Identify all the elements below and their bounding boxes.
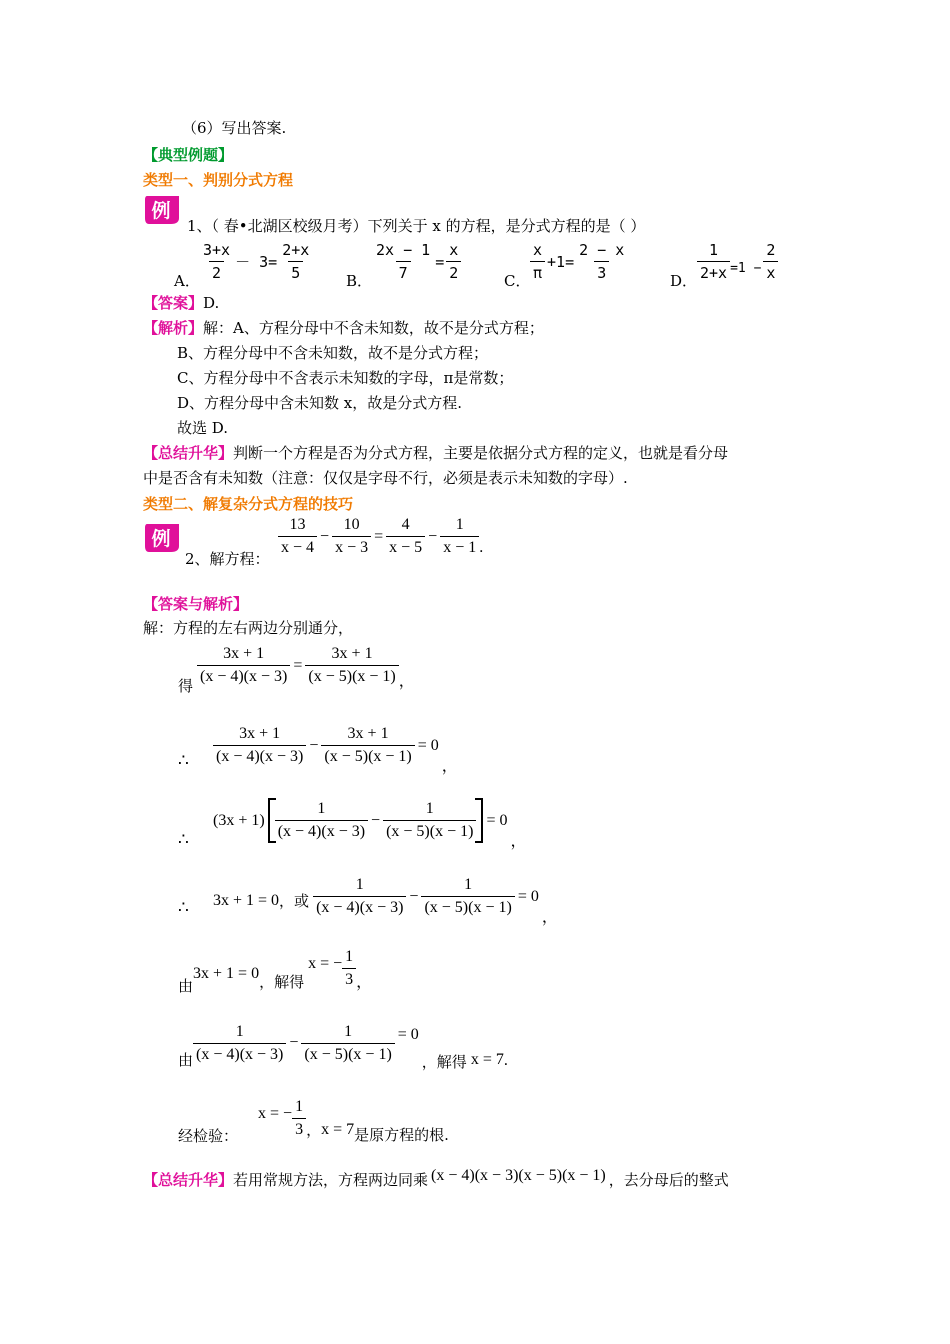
a-den2: 5 — [288, 261, 303, 282]
badge-char-2: 例 — [151, 528, 171, 550]
analysis-line-2: B、方程分母中不含未知数，故不是分式方程； — [177, 344, 489, 362]
option-b-label: B． — [346, 272, 373, 290]
summary2-line — [143, 1167, 729, 1190]
question1-text: 1、（ 春•北湖区校级月考）下列关于 x 的方程，是分式方程的是（ ） — [187, 217, 646, 235]
analysis-line-1 — [143, 318, 544, 338]
analysis-line-3: C、方程分母中不含表示未知数的字母，π是常数； — [177, 369, 514, 387]
option-a-label: A． — [174, 272, 200, 290]
check-line: 经检验： x = − $\frac{1}{3}$ ， x = 7 是原方程的根. — [178, 1097, 449, 1145]
step1-de: 得 — [178, 677, 194, 695]
step1-equation: $\frac{3x + 1}{(x - 4)(x - 3)}$ = $\frac{3x + 1}{(x - 5)(x - 1)}$ ， — [197, 640, 415, 691]
answer1-label: 【答案】 — [143, 294, 204, 312]
summary2-text-2: ，去分母后的整式 — [608, 1171, 729, 1189]
a-num2: 2+x — [282, 241, 310, 259]
b-mid: = — [435, 252, 445, 271]
therefore-3: ∴ — [178, 898, 189, 918]
step6-line: 由 $\frac{1}{(x - 4)(x - 3)}$ − $\frac{1}{(x - 5)(x - 1)}$ = 0 ，解得 x = 7 . — [178, 1022, 508, 1071]
option-c-formula — [530, 241, 627, 282]
option-d-formula — [697, 241, 778, 282]
summary2-label: 【总结升华】 — [143, 1171, 234, 1189]
q2-equation: $\frac{13}{x - 4}$ − $\frac{10}{x - 3}$ = $\frac{4}{x - 5}$ − $\frac{1}{x - 1}$ . — [278, 516, 483, 557]
b-num2: x — [449, 241, 459, 259]
analysis-line-5: 故选 D. — [177, 419, 229, 437]
c-mid: +1= — [547, 252, 575, 271]
answer1-line — [143, 293, 219, 313]
step-6-text: （6）写出答案. — [182, 119, 287, 137]
c-num1: x — [533, 241, 543, 259]
d-num2: 2 — [766, 241, 776, 259]
step5-line: 由 3x + 1 = 0 ，解得 x = − $\frac{1}{3}$ ， — [178, 947, 373, 995]
summary1-label: 【总结升华】 — [143, 444, 234, 462]
therefore-1: ∴ — [178, 751, 189, 771]
option-a-formula — [200, 241, 312, 282]
step3-equation: (3x + 1) $\frac{1}{(x - 4)(x - 3)}$ − $\frac{1}{(x - 5)(x - 1)}$ = 0 ， — [213, 800, 527, 850]
step4-equation: 3x + 1 = 0 ，或 $\frac{1}{(x - 4)(x - 3)}$ − $\frac{1}{(x - 5)(x - 1)}$ = 0 ， — [213, 876, 558, 926]
d-den1: 2+x — [697, 261, 730, 282]
a-den1: 2 — [209, 261, 224, 282]
d-mid: =1 − — [730, 261, 762, 276]
summary2-product: (x − 4)(x − 3)(x − 5)(x − 1) — [431, 1167, 606, 1184]
c-den1: π — [530, 261, 545, 282]
b-den1: 7 — [396, 261, 411, 282]
summary1-text-1: 判断一个方程是否为分式方程，主要是依据分式方程的定义，也就是看分母 — [233, 444, 729, 462]
answer1-value: D. — [203, 294, 220, 312]
analysis-text-1: 解：A、方程分母中不含未知数，故不是分式方程； — [203, 319, 544, 337]
q2-prefix: 2、解方程： — [185, 550, 270, 568]
summary1-line-2: 中是否含有未知数（注意：仅仅是字母不行，必须是表示未知数的字母）. — [143, 469, 628, 487]
summary1-line-1 — [143, 443, 728, 463]
therefore-2: ∴ — [178, 830, 189, 850]
typical-examples-heading: 【典型例题】 — [143, 146, 234, 164]
example-badge-icon-2 — [143, 522, 181, 554]
type2-title: 类型二、解复杂分式方程的技巧 — [143, 495, 354, 513]
type1-title: 类型一、判别分式方程 — [143, 171, 294, 189]
option-c-label: C． — [504, 272, 531, 290]
d-num1: 1 — [709, 241, 719, 259]
solution-intro: 解：方程的左右两边分别通分， — [143, 619, 354, 637]
a-num1: 3+x — [203, 241, 231, 259]
d-den2: x — [763, 261, 778, 282]
a-mid: － 3= — [235, 253, 278, 271]
summary2-text-1: 若用常规方法，方程两边同乘 — [233, 1171, 429, 1189]
option-d-label: D． — [670, 272, 698, 290]
b-num1: 2x − 1 — [376, 241, 431, 259]
example-badge-icon — [143, 194, 181, 226]
option-b-formula — [373, 241, 461, 282]
c-num2: 2 − x — [579, 241, 625, 259]
b-den2: 2 — [446, 261, 461, 282]
analysis-line-4: D、方程分母中含未知数 x，故是分式方程. — [177, 394, 463, 412]
analysis-label: 【解析】 — [143, 319, 204, 337]
c-den2: 3 — [594, 261, 609, 282]
answer2-label: 【答案与解析】 — [143, 595, 249, 613]
badge-char: 例 — [151, 200, 171, 222]
step2-equation: $\frac{3x + 1}{(x - 4)(x - 3)}$ − $\frac{3x + 1}{(x - 5)(x - 1)}$ = 0 ， — [213, 715, 458, 776]
